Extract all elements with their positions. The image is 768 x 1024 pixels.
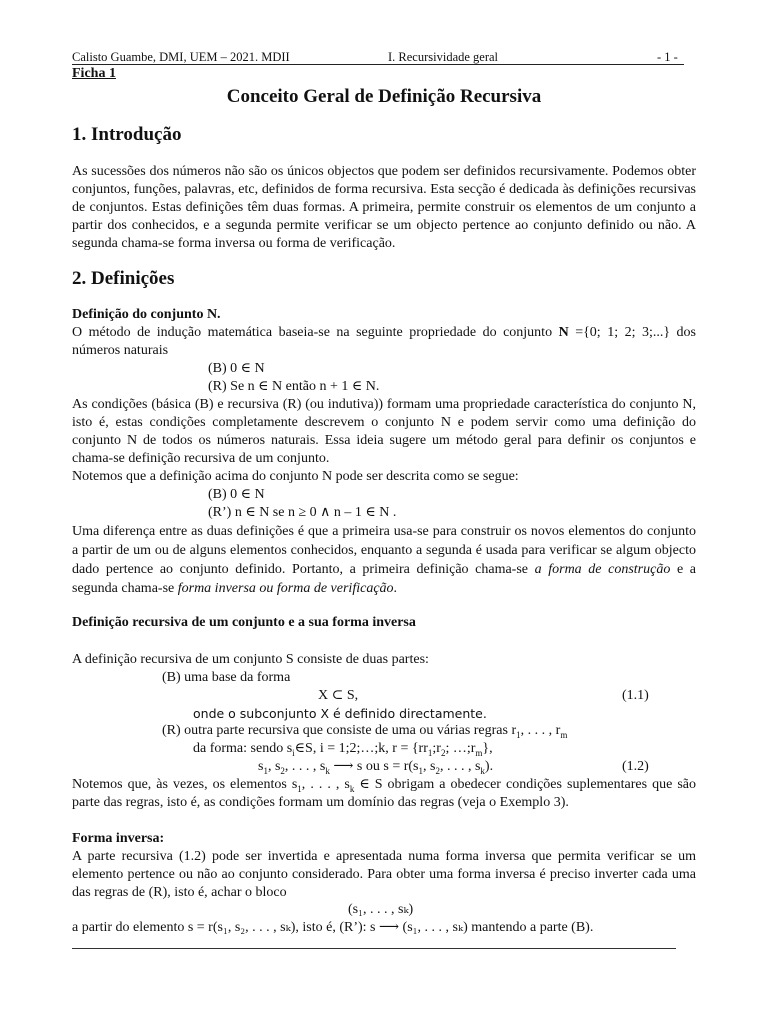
inverse-block: (s₁, . . . , sₖ): [348, 902, 414, 917]
conditions-paragraph: As condições (básica (B) e recursiva (R) (ou indutiva)) formam uma propriedade característica do conjunto N, isto é, estas condições completamente descrevem o conjunto N e podem servir como uma definição do conjunto N de todos os números naturais. Essa ideia sugere um método geral para definir os conjuntos e chama-se definição recursiva de um conjunto.: [72, 397, 696, 466]
rule-r2: (R’) n ∈ N se n ≥ 0 ∧ n – 1 ∈ N .: [208, 505, 397, 520]
recursive-form: da forma: sendo $s_i\in S$, i = 1;2;…;k, $r = \{rr_1;r_2$; $\dots;r_m$},: [193, 741, 493, 758]
header-author: Calisto Guambe, DMI, UEM – 2021. MDII: [72, 50, 290, 64]
recursive-label: (R) outra parte recursiva que consiste de uma ou várias regras $r_1$, . . . , $r_m$: [162, 723, 568, 740]
rule-b: (B) 0 ∈ N: [208, 361, 265, 376]
inverse-title: Forma inversa:: [72, 831, 165, 846]
bottom-rule: [72, 948, 676, 949]
difference-paragraph: Uma diferença entre as duas definições é que a primeira usa-se para construir os novos elementos do conjunto a partir de um ou de alguns elementos conhecidos, enquanto a segunda é usada para verificar se algum objecto dado pertence ao conjunto definido. Portanto, a primeira definição chama-se a forma de construção e a segunda chama-se forma inversa ou forma de verificação.: [72, 524, 696, 596]
rule-b2: (B) 0 ∈ N: [208, 487, 265, 502]
recursive-def-title: Definição recursiva de um conjunto e a sua forma inversa: [72, 615, 416, 630]
intro-paragraph: As sucessões dos números não são os únicos objectos que podem ser definidos recursivamente. Podemos obter conjuntos, funções, palavras, etc, definidos de forma recursiva. Esta secção é dedicada às definições recursivas de conjuntos. Estas definições têm duas formas. A primeira, permite construir os elementos de um conjunto a partir dos conhecidos, e a segunda permite verificar se um objecto pertence ao conjunto definido ou não. A segunda chama-se forma inversa ou forma de verificação.: [72, 164, 696, 251]
equation-1-2: (1.2): [622, 759, 649, 774]
supplementary-note: Notemos que, às vezes, os elementos $s_1$, . . . , $s_k$ ∈ S obrigam a obedecer condições suplementares que são parte das regras, isto é, as condições formam um domínio das regras (veja o Exemplo 3).: [72, 777, 696, 810]
rule-r: (R) Se n ∈ N então n + 1 ∈ N.: [208, 379, 380, 394]
page-title: Conceito Geral de Definição Recursiva: [226, 86, 542, 107]
def-n-title: Definição do conjunto N.: [72, 307, 221, 322]
header-topic: I. Recursividade geral: [388, 50, 499, 64]
section-2-heading: 2. Definições: [72, 268, 175, 289]
header-page-number: - 1 -: [657, 50, 678, 64]
inverse-final-line: a partir do elemento s = r(s₁, s₂, . . . , sₖ), isto é, (R’): s ⟶ (s₁, . . . , sₖ) mantendo a parte (B).: [72, 920, 594, 935]
section-1-heading: 1. Introdução: [72, 124, 182, 145]
rule-line: $s_1$, $s_2$, . . . , $s_k$ ⟶ s ou $s = r(s_1$, $s_2$, . . . , $s_k$).: [258, 759, 494, 776]
note-line: Notemos que a definição acima do conjunto N pode ser descrita como se segue:: [72, 469, 519, 484]
base-label: (B) uma base da forma: [162, 670, 291, 685]
def-n-intro: O método de indução matemática baseia-se na seguinte propriedade do conjunto N ={0; 1; 2; 3;...} dos números naturais: [72, 325, 696, 358]
base-note: onde o subconjunto X é definido directamente.: [193, 706, 487, 721]
recursive-def-intro: A definição recursiva de um conjunto S consiste de duas partes:: [72, 652, 429, 667]
header-rule: [72, 64, 684, 65]
inverse-paragraph: A parte recursiva (1.2) pode ser invertida e apresentada numa forma inversa que permita verificar se um elemento pertence ou não ao conjunto considerado. Para obter uma forma inversa é preciso inverter cada uma das regras de (R), isto é, achar o bloco: [72, 849, 696, 900]
equation-1-1: (1.1): [622, 688, 649, 703]
base-formula: X ⊂ S,: [318, 688, 359, 703]
sheet-label: Ficha 1: [72, 66, 116, 81]
